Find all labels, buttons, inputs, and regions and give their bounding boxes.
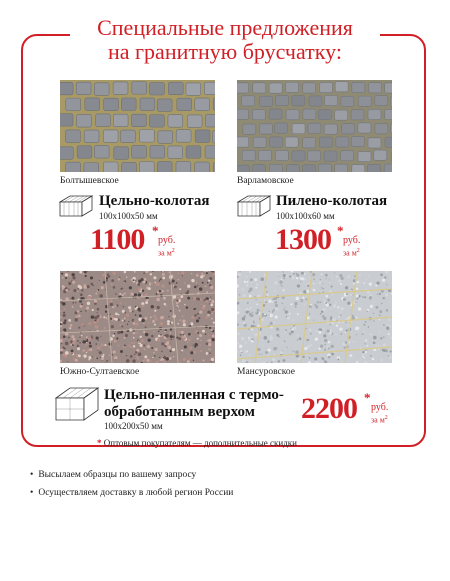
price-2: 1300 <box>275 223 331 256</box>
combo-name-line-2: обработанным верхом <box>104 404 255 420</box>
per-unit-2: за $м^2$ <box>343 248 360 258</box>
product-size-2: 100x100x60 мм <box>276 211 335 221</box>
combo-size: 100x200x50 мм <box>104 421 163 431</box>
title-line-2: на гранитную брусчатку: <box>108 39 342 64</box>
bullet-list <box>30 466 233 502</box>
caption-varlamovskoe: Варламовское <box>237 176 294 186</box>
product-name-1: Цельно-колотая <box>99 193 210 209</box>
photo-boltyshevskoe <box>60 80 215 172</box>
price-star-1: * <box>152 223 159 238</box>
price-star-2: * <box>337 223 344 238</box>
currency-1: руб. <box>158 235 176 246</box>
combo-name <box>104 387 284 421</box>
title-line-1: Специальные предложения <box>97 15 353 40</box>
list-item: • Осуществляем доставку в любой регион России <box>30 484 233 502</box>
cube-icon-2 <box>236 194 272 223</box>
price-1: 1100 <box>90 223 145 256</box>
caption-boltyshevskoe: Болтышевское <box>60 176 119 186</box>
note-star: * <box>97 438 102 448</box>
currency-2: руб. <box>343 235 361 246</box>
note-text: Оптовым покупателям — дополнительные скидки <box>103 438 297 448</box>
combo-name-line-1: Цельно-пиленная с термо- <box>104 387 284 403</box>
per-unit-1: за $м^2$ <box>158 248 175 258</box>
caption-yuzhno-sultaevskoe: Южно-Султаевское <box>60 367 140 377</box>
cube-icon-1 <box>58 194 94 223</box>
combo-price: 2200 <box>301 392 357 425</box>
combo-price-unit <box>371 402 388 426</box>
price-unit-2 <box>343 235 360 259</box>
caption-mansurovskoe: Мансуровское <box>237 367 295 377</box>
combo-per-unit: за $м^2$ <box>371 415 388 425</box>
product-size-1: 100x100x50 мм <box>99 211 158 221</box>
combo-price-star: * <box>364 390 371 405</box>
slab-icon <box>54 384 100 429</box>
price-unit-1 <box>158 235 175 259</box>
photo-yuzhno-sultaevskoe <box>60 271 215 363</box>
wholesale-note <box>97 438 297 448</box>
combo-currency: руб. <box>371 402 389 413</box>
photo-varlamovskoe <box>237 80 392 172</box>
list-item: • Высылаем образцы по вашему запросу <box>30 466 233 484</box>
page-title <box>70 16 380 64</box>
product-name-2: Пилено-колотая <box>276 193 388 209</box>
photo-mansurovskoe <box>237 271 392 363</box>
